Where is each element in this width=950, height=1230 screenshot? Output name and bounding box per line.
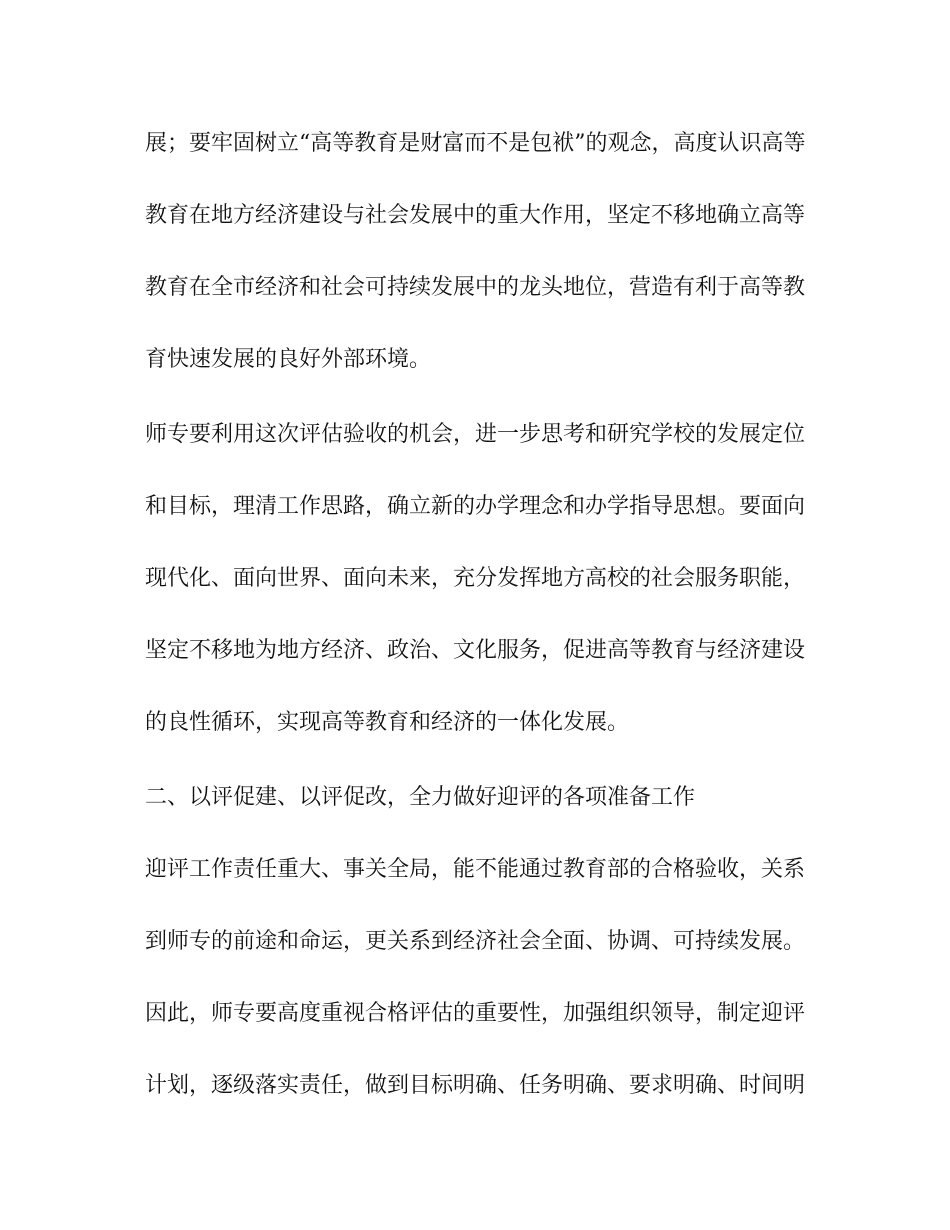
paragraph-line: 计划，逐级落实责任，做到目标明确、任务明确、要求明确、时间明 — [145, 1073, 806, 1098]
paragraph-line: 和目标，理清工作思路，确立新的办学理念和办学指导思想。要面向 — [145, 494, 806, 519]
paragraph-line: 现代化、面向世界、面向未来，充分发挥地方高校的社会服务职能， — [145, 566, 806, 591]
paragraph-line: 师专要利用这次评估验收的机会，进一步思考和研究学校的发展定位 — [145, 422, 806, 447]
paragraph-line: 因此，师专要高度重视合格评估的重要性，加强组织领导，制定迎评 — [145, 1001, 806, 1026]
paragraph-line: 教育在全市经济和社会可持续发展中的龙头地位，营造有利于高等教 — [145, 275, 806, 300]
paragraph-line: 展；要牢固树立“高等教育是财富而不是包袱”的观念，高度认识高等 — [145, 131, 806, 156]
paragraph-line: 到师专的前途和命运，更关系到经济社会全面、协调、可持续发展。 — [145, 929, 806, 954]
paragraph-line: 坚定不移地为地方经济、政治、文化服务，促进高等教育与经济建设 — [145, 638, 806, 663]
paragraph-line: 迎评工作责任重大、事关全局，能不能通过教育部的合格验收，关系 — [145, 857, 806, 882]
paragraph-line: 育快速发展的良好外部环境。 — [145, 347, 432, 372]
paragraph-line: 的良性循环，实现高等教育和经济的一体化发展。 — [145, 710, 630, 735]
paragraph-line: 教育在地方经济建设与社会发展中的重大作用，坚定不移地确立高等 — [145, 203, 806, 228]
section-heading: 二、以评促建、以评促改，全力做好迎评的各项准备工作 — [145, 785, 696, 810]
